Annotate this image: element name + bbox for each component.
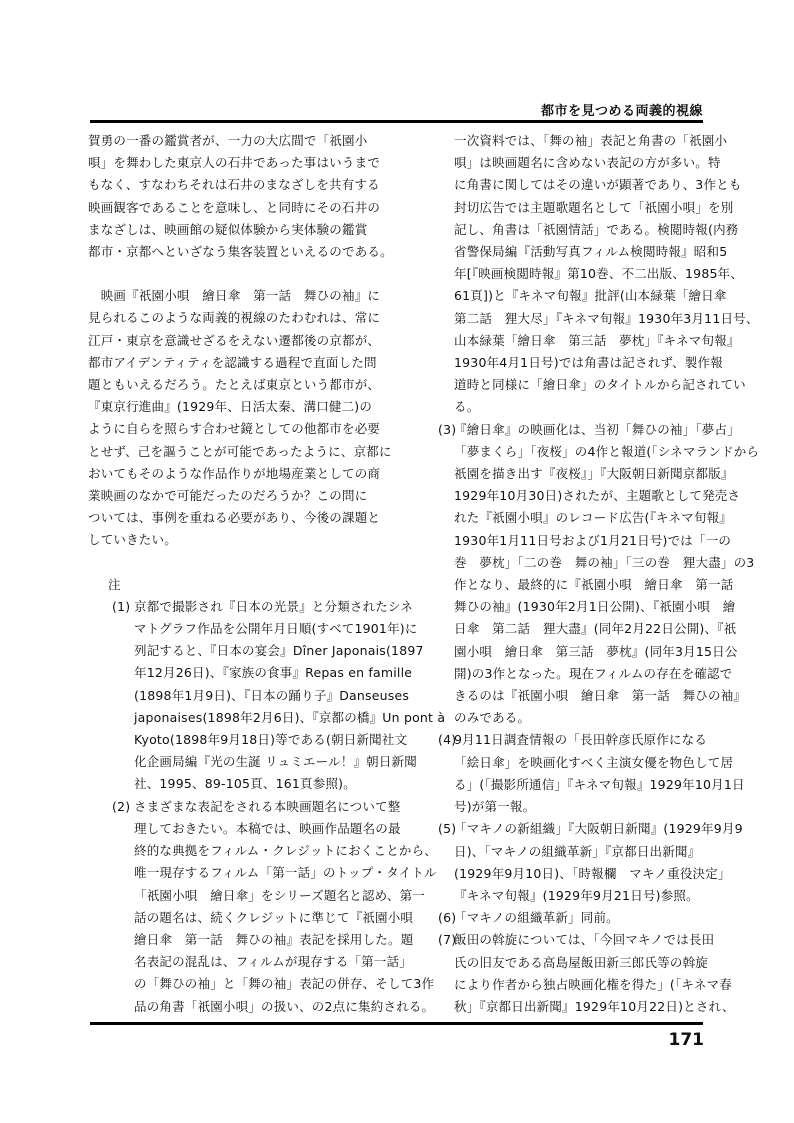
text-line: 『東京行進曲』(1929年、日活太秦、溝口健二)の <box>88 399 373 415</box>
note-text: 『繪日傘』の映画化は、当初「舞ひの袖」「夢占」 <box>454 421 740 437</box>
note-number: (6) <box>438 910 457 926</box>
note-line: 理しておきたい。本稿では、映画作品題名の最 <box>134 820 401 836</box>
text-line: 山本緑葉「繪日傘 第三話 夢枕」『キネマ旬報』 <box>454 332 740 348</box>
note-line: る」(「撮影所通信」『キネマ旬報』1929年10月1日 <box>454 776 745 792</box>
note-text: 京都で撮影され『日本の光景』と分類されたシネ <box>134 598 414 614</box>
text-line: 唄」は映画題名に含めない表記の方が多い。特 <box>454 155 721 171</box>
note-number: (7) <box>438 932 457 948</box>
text-line: 道時と同様に「繪日傘」のタイトルから記されてい <box>454 377 746 393</box>
note-line: 作となり、最終的に『祇園小唄 繪日傘 第一話 <box>454 577 734 593</box>
note-text: 飯田の斡旋については、「今回マキノでは長田 <box>454 932 715 948</box>
note-3 <box>438 419 760 730</box>
note-line: れた『祇園小唄』のレコード広告(『キネマ旬報』 <box>454 510 732 526</box>
page-header <box>90 98 703 126</box>
note-line: 社、1995、89-105頁、161頁参照)。 <box>134 776 356 792</box>
text-line: 映画観客であることを意味し、と同時にその石井の <box>88 199 381 215</box>
note-line: 1929年10月30日)されたが、主題歌として発売さ <box>454 488 741 504</box>
text-line: もなく、すなわちそれは石井のまなざしを共有する <box>88 177 380 193</box>
note-line: 日傘 第二話 狸大盡』(同年2月22日公開)、『祇 <box>454 621 737 637</box>
note-line: 「絵日傘」を映画化すべく主演女優を物色して居 <box>454 754 734 770</box>
note-text: 「マキノの組織革新」同前。 <box>454 910 619 926</box>
page-number: 171 <box>668 1030 704 1050</box>
text-line: 賀勇の一番の鑑賞者が、一力の大広間で「祇園小 <box>88 133 368 148</box>
text-line: 封切広告では主題歌題名として「祇園小唄」を別 <box>454 199 734 215</box>
text-line: 題ともいえるだろう。たとえば東京という都市が、 <box>88 377 381 393</box>
notes-heading: 注 <box>108 576 121 592</box>
note-number: (2) <box>112 798 131 814</box>
note-line: (1898年1月9日)、『日本の踊り子』Danseuses <box>134 687 410 703</box>
note-line <box>438 929 715 951</box>
note-7 <box>438 929 735 1018</box>
text-line: 江戸・東京を意識せざるをえない遷都後の京都が、 <box>88 332 381 348</box>
text-line: ついては、事例を重ねる必要があり、今後の課題と <box>88 510 381 526</box>
note-1 <box>88 596 446 796</box>
note-line: 号)が第一報。 <box>454 799 536 815</box>
note-2-continued <box>438 130 759 419</box>
note-line: 巻 夢枕」「二の巻 舞の袖」「三の巻 狸大盡」の3 <box>454 554 755 570</box>
note-2 <box>88 796 437 1018</box>
note-line: 日)、「マキノの組織革新」『京都日出新聞』 <box>454 843 701 859</box>
text-line: 61頁])と『キネマ旬報』批評(山本緑葉「繪日傘 <box>454 288 727 304</box>
text-line: 1930年4月1日号)では角書は記されず、製作報 <box>454 355 723 371</box>
text-line: ように自らを照らす合わせ鏡としての他都市を必要 <box>88 421 381 437</box>
note-line <box>88 596 414 618</box>
note-line: きるのは『祇園小唄 繪日傘 第一話 舞ひの袖』 <box>454 688 747 704</box>
note-line: 「祇園小唄 繪日傘」をシリーズ題名と認め、第一 <box>134 887 425 903</box>
text-line: に角書に関してはその違いが顕著であり、3作とも <box>454 177 742 193</box>
note-line: 『キネマ旬報』(1929年9月21日号)参照。 <box>454 887 699 903</box>
text-line: 一次資料では、「舞の袖」表記と角書の「祇園小 <box>454 133 728 148</box>
text-line: 記し、角書は「祇園情話」である。検閲時報(内務 <box>454 221 739 237</box>
note-line: 秋」『京都日出新聞』1929年10月22日)とされ、 <box>454 998 735 1014</box>
body-paragraph-1 <box>88 130 393 263</box>
note-4 <box>438 729 745 818</box>
text-line: していきたい。 <box>88 532 177 548</box>
note-line: 繪日傘 第一話 舞ひの袖』表記を採用した。題 <box>134 931 414 947</box>
note-line: 年12月26日)、『家族の食事』Repas en famille <box>134 665 413 681</box>
note-line: のみである。 <box>454 710 531 726</box>
note-line: 列記すると、『日本の宴会』Dîner Japonais(1897 <box>134 643 424 659</box>
note-line: 1930年1月11日号および1月21日号)では「一の <box>454 532 732 548</box>
text-line: 都市アイデンティティを認識する過程で直面した問 <box>88 354 377 370</box>
note-line: 舞ひの袖』(1930年2月1日公開)、『祇園小唄 繪 <box>454 599 736 615</box>
right-column <box>438 130 760 1018</box>
note-line <box>438 419 740 441</box>
running-title: 都市を見つめる両義的視線 <box>540 104 703 119</box>
note-line: 唯一現存するフィルム「第一話」のトップ・タイトル <box>134 865 437 881</box>
note-line: japonaises(1898年2月6日)、『京都の橋』Un pont à <box>134 709 446 725</box>
note-text: 9月11日調査情報の「長田幹彦氏原作になる <box>454 732 708 748</box>
note-line <box>438 729 708 751</box>
note-line: マトグラフ作品を公開年月日順(すべて1901年)に <box>134 621 418 637</box>
text-line: とせず、己を謳うことが可能であったように、京都に <box>88 443 392 459</box>
note-text: さまざまな表記をされる本映画題名について整 <box>134 798 401 814</box>
note-line <box>438 818 743 840</box>
note-5 <box>438 818 743 907</box>
text-line: 省警保局編『活動写真フィルム検閲時報』昭和5 <box>454 244 728 260</box>
note-number: (1) <box>112 598 131 614</box>
note-6 <box>438 907 708 929</box>
note-line: 化企画局編『光の生誕 リュミエール！』朝日新聞 <box>134 754 417 770</box>
text-line: おいてもそのような作品作りが地場産業としての商 <box>88 465 381 481</box>
note-line: Kyoto(1898年9月18日)等である(朝日新聞社文 <box>134 732 408 748</box>
footer-rule <box>90 1022 703 1025</box>
text-line: 映画『祇園小唄 繪日傘 第一話 舞ひの袖』に <box>88 288 381 304</box>
note-number: (3) <box>438 421 457 437</box>
left-column <box>88 130 446 1018</box>
note-line: 園小唄 繪日傘 第三話 夢枕』(同年3月15日公 <box>454 643 738 659</box>
header-rule <box>90 120 703 123</box>
note-line: 祇園を描き出す『夜桜』」『大阪朝日新聞京都版』 <box>454 466 734 482</box>
note-line: 話の題名は、続くクレジットに準じて『祇園小唄 <box>134 909 414 925</box>
note-line <box>88 796 401 818</box>
note-line: 終的な典拠をフィルム・クレジットにおくことから、 <box>134 843 437 859</box>
text-line: 業映画のなかで可能だったのだろうか？この問に <box>88 488 368 504</box>
note-number: (5) <box>438 821 457 837</box>
note-line: 「夢まくら」「夜桜」の4作と報道(「シネマランドから <box>454 443 760 459</box>
note-line: 品の角書「祇園小唄」の扱い、の2点に集約される。 <box>134 998 435 1014</box>
note-line: 開)の3作となった。現在フィルムの存在を確認で <box>454 665 733 681</box>
note-number: (4) <box>438 732 457 748</box>
body-paragraph-2 <box>88 285 392 551</box>
text-line: まなざしは、映画館の疑似体験から実体験の鑑賞 <box>88 221 368 237</box>
text-line: 唄」を舞わした東京人の石井であった事はいうまで <box>88 155 380 171</box>
note-line: 名表記の混乱は、フィルムが現存する「第一話」 <box>134 954 412 970</box>
note-line: の「舞ひの袖」と「舞の袖」表記の併存、そして3作 <box>134 976 435 992</box>
text-line: 都市・京都へといざなう集客装置といえるのである。 <box>88 244 393 260</box>
text-line: る。 <box>454 399 480 415</box>
note-text: 「マキノの新組織」『大阪朝日新聞』(1929年9月9 <box>454 821 743 837</box>
note-line: により作者から独占映画化権を得た」(「キネマ春 <box>454 976 732 992</box>
text-line: 見られるこのような両義的視線のたわむれは、常に <box>88 310 381 326</box>
note-line: 氏の旧友である高島屋飯田新三郎氏等の斡旋 <box>454 954 709 970</box>
text-line: 年[『映画検閲時報』第10巻、不二出版、1985年、 <box>454 266 744 282</box>
text-line: 第二話 狸大尽」『キネマ旬報』1930年3月11日号、 <box>454 310 759 326</box>
note-line: (1929年9月10日)、「時報欄 マキノ重役決定」 <box>454 865 731 881</box>
note-line <box>438 907 708 929</box>
